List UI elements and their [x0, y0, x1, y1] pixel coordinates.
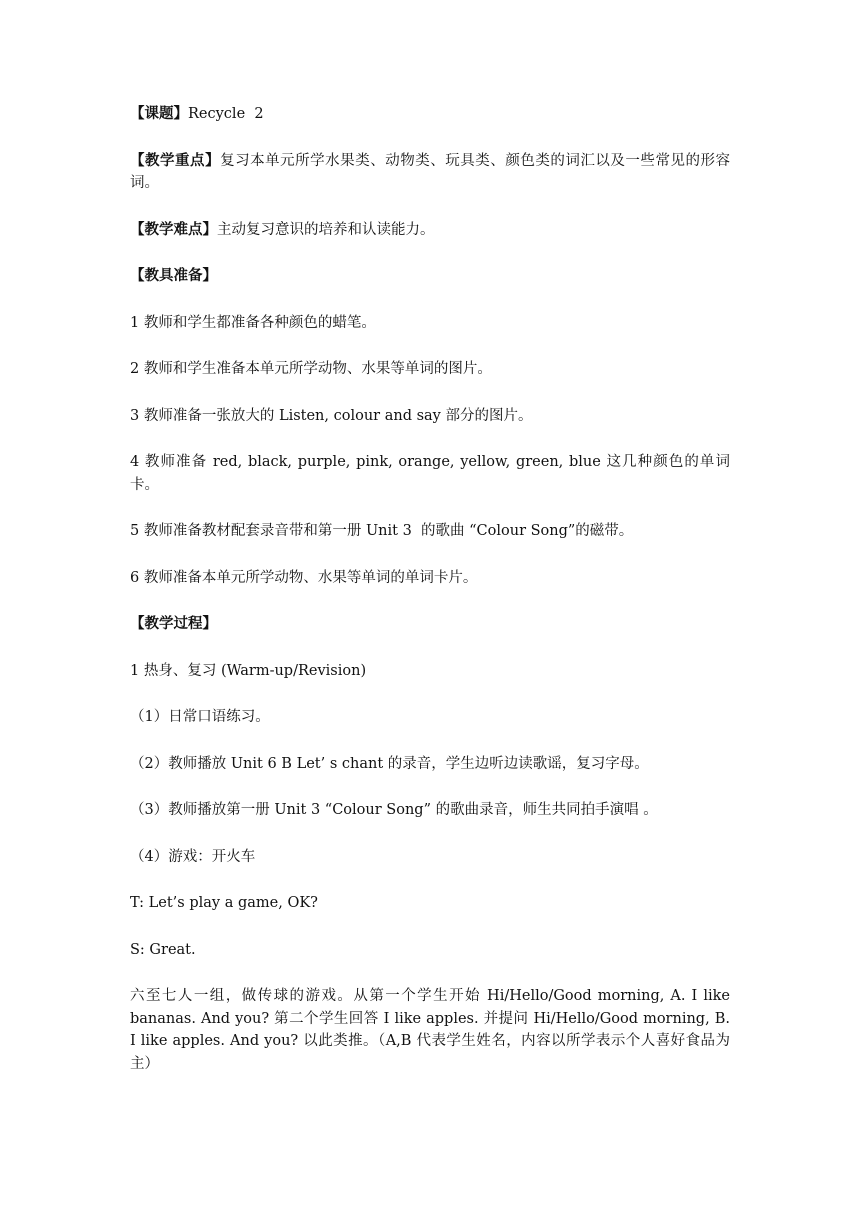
difficulties-text: 主动复习意识的培养和认读能力。	[217, 221, 435, 238]
process-step: （4）游戏：开火车	[130, 848, 256, 865]
lesson-title-line	[130, 103, 730, 126]
lesson-title-label: 【课题】	[130, 105, 188, 122]
lesson-title-text: Recycle 2	[188, 106, 264, 122]
difficulties-label: 【教学难点】	[130, 220, 217, 238]
process-step: 六至七人一组，做传球的游戏。从第一个学生开始 Hi/Hello/Good morning, A. I like bananas. And you? 第二个学生回答 I like apples. 并提问 Hi/Hello/Good morning, B. I like apples. And you? 以此类推。（A,B 代表学生姓名，内容以所学表示个人喜好食品为主）	[130, 988, 735, 1072]
materials-item: 1 教师和学生都准备各种颜色的蜡笔。	[130, 314, 376, 331]
process-step: T: Let’s play a game, OK?	[130, 895, 318, 911]
materials-item: 3 教师准备一张放大的 Listen, colour and say 部分的图片。	[130, 407, 533, 424]
key-points-label: 【教学重点】	[130, 151, 221, 169]
document-page	[130, 103, 735, 1099]
process-step: （1）日常口语练习。	[130, 709, 270, 725]
key-points-text: 复习本单元所学水果类、动物类、玩具类、颜色类的词汇以及一些常见的形容词。	[130, 152, 730, 191]
process-step: S: Great.	[130, 941, 196, 958]
materials-item: 2 教师和学生准备本单元所学动物、水果等单词的图片。	[130, 361, 492, 377]
process-step: 1 热身、复习 (Warm-up/Revision)	[130, 662, 367, 679]
process-step: （2）教师播放 Unit 6 B Let’ s chant 的录音，学生边听边读歌谣，复习字母。	[130, 755, 649, 772]
process-heading: 【教学过程】	[130, 615, 217, 632]
materials-item: 5 教师准备教材配套录音带和第一册 Unit 3 的歌曲 “Colour Song”的磁带。	[130, 523, 634, 539]
materials-item: 6 教师准备本单元所学动物、水果等单词的单词卡片。	[130, 569, 478, 586]
materials-heading: 【教具准备】	[130, 267, 217, 284]
key-points-paragraph	[130, 150, 730, 195]
process-step: （3）教师播放第一册 Unit 3 “Colour Song” 的歌曲录音，师生共同拍手演唱 。	[130, 802, 658, 818]
materials-item: 4 教师准备 red, black, purple, pink, orange, yellow, green, blue 这几种颜色的单词卡。	[130, 454, 730, 493]
difficulties-paragraph	[130, 219, 730, 242]
